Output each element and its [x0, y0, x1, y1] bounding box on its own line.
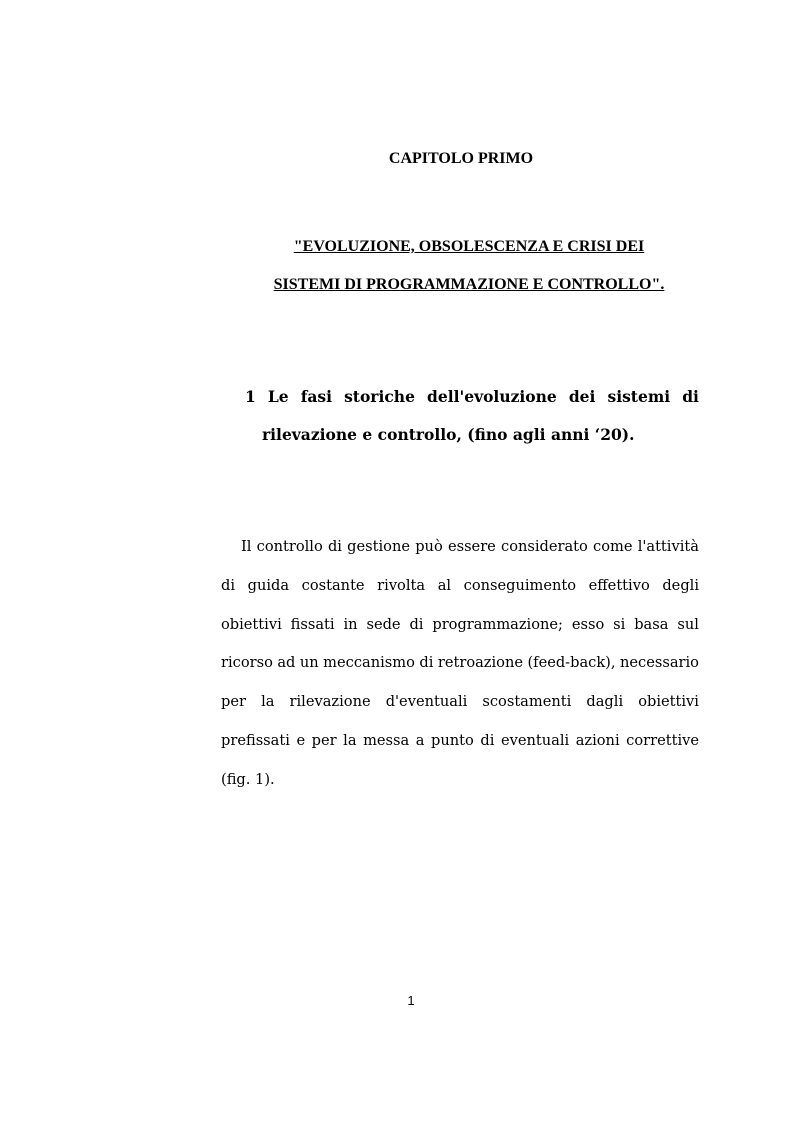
paragraph-word: a: [415, 731, 425, 749]
paragraph-word: prefissati: [221, 731, 290, 749]
chapter-subtitle: [0, 228, 793, 304]
section-heading-word: storiche: [344, 387, 415, 406]
paragraph-word: Il: [241, 538, 252, 555]
paragraph-line: [221, 606, 699, 645]
paragraph-word: di: [409, 615, 424, 633]
paragraph-word: eventuali: [500, 731, 570, 749]
paragraph-word: azioni: [575, 731, 620, 749]
paragraph-word: costante: [301, 576, 365, 594]
paragraph-word: considerato: [501, 538, 588, 555]
paragraph-word: può: [415, 538, 443, 555]
paragraph-word: la: [343, 731, 357, 749]
paragraph-word: di: [480, 731, 495, 749]
section-heading: [245, 378, 699, 454]
section-heading-word: fasi: [300, 387, 333, 406]
paragraph-word: la: [261, 693, 275, 711]
paragraph-word: esso: [571, 615, 605, 633]
paragraph-word: obiettivi: [221, 615, 282, 633]
paragraph-word: scostamenti: [482, 693, 572, 711]
section-heading-word: 1: [245, 387, 256, 406]
paragraph-word: conseguimento: [463, 576, 577, 594]
paragraph-word: (feed-back),: [527, 654, 616, 672]
chapter-title: CAPITOLO PRIMO: [388, 150, 534, 167]
paragraph-word: obiettivi: [638, 693, 699, 711]
paragraph-word: guida: [247, 576, 290, 594]
paragraph-word: di: [419, 654, 434, 672]
paragraph-word: essere: [447, 538, 496, 555]
paragraph-word: basa: [634, 615, 669, 633]
paragraph-word: controllo: [256, 538, 323, 555]
paragraph-word: per: [311, 731, 337, 749]
paragraph-word: di: [327, 538, 342, 555]
section-heading-line-2: rilevazione e controllo, (fino agli anni ‘20).: [262, 425, 635, 444]
body-paragraph: [221, 528, 699, 800]
section-heading-word: sistemi: [607, 387, 671, 406]
paragraph-word: si: [613, 615, 626, 633]
paragraph-word: e: [296, 731, 306, 749]
section-heading-word: dell'evoluzione: [427, 387, 557, 406]
paragraph-word: necessario: [620, 654, 699, 672]
paragraph-word: al: [437, 576, 452, 594]
paragraph-word: effettivo: [588, 576, 650, 594]
section-heading-word: dei: [568, 387, 596, 406]
page-number: 1: [407, 993, 415, 1008]
paragraph-word: punto: [431, 731, 474, 749]
paragraph-word: in: [343, 615, 358, 633]
chapter-subtitle-line-1: "EVOLUZIONE, OBSOLESCENZA E CRISI DEI: [293, 238, 645, 255]
section-heading-line-1: [245, 378, 699, 416]
paragraph-word: un: [299, 654, 319, 672]
paragraph-word: d'eventuali: [385, 693, 468, 711]
paragraph-word: l'attività: [637, 538, 699, 555]
paragraph-word: meccanismo: [323, 654, 415, 672]
paragraph-word: correttive: [626, 731, 699, 749]
paragraph-word: rivolta: [377, 576, 426, 594]
paragraph-word: rilevazione: [289, 693, 371, 711]
paragraph-word: per: [221, 693, 246, 711]
section-heading-word: Le: [267, 387, 289, 406]
paragraph-word: sede: [366, 615, 401, 633]
paragraph-line: [221, 567, 699, 606]
paragraph-word: degli: [662, 576, 699, 594]
section-heading-word: di: [682, 387, 699, 406]
paragraph-word: programmazione;: [432, 615, 563, 633]
chapter-subtitle-line-2: SISTEMI DI PROGRAMMAZIONE E CONTROLLO".: [273, 276, 665, 293]
paragraph-word: di: [221, 576, 236, 594]
paragraph-line: (fig. 1).: [221, 770, 275, 788]
paragraph-line: [221, 722, 699, 761]
paragraph-word: dagli: [586, 693, 624, 711]
paragraph-word: ricorso: [221, 654, 273, 672]
paragraph-line: [221, 528, 699, 567]
paragraph-line: [221, 644, 699, 683]
paragraph-word: fissati: [290, 615, 335, 633]
paragraph-line: [221, 683, 699, 722]
paragraph-word: gestione: [347, 538, 410, 555]
paragraph-word: ad: [277, 654, 296, 672]
paragraph-word: retroazione: [437, 654, 523, 672]
paragraph-word: sul: [677, 615, 699, 633]
paragraph-word: messa: [363, 731, 410, 749]
paragraph-word: come: [593, 538, 633, 555]
